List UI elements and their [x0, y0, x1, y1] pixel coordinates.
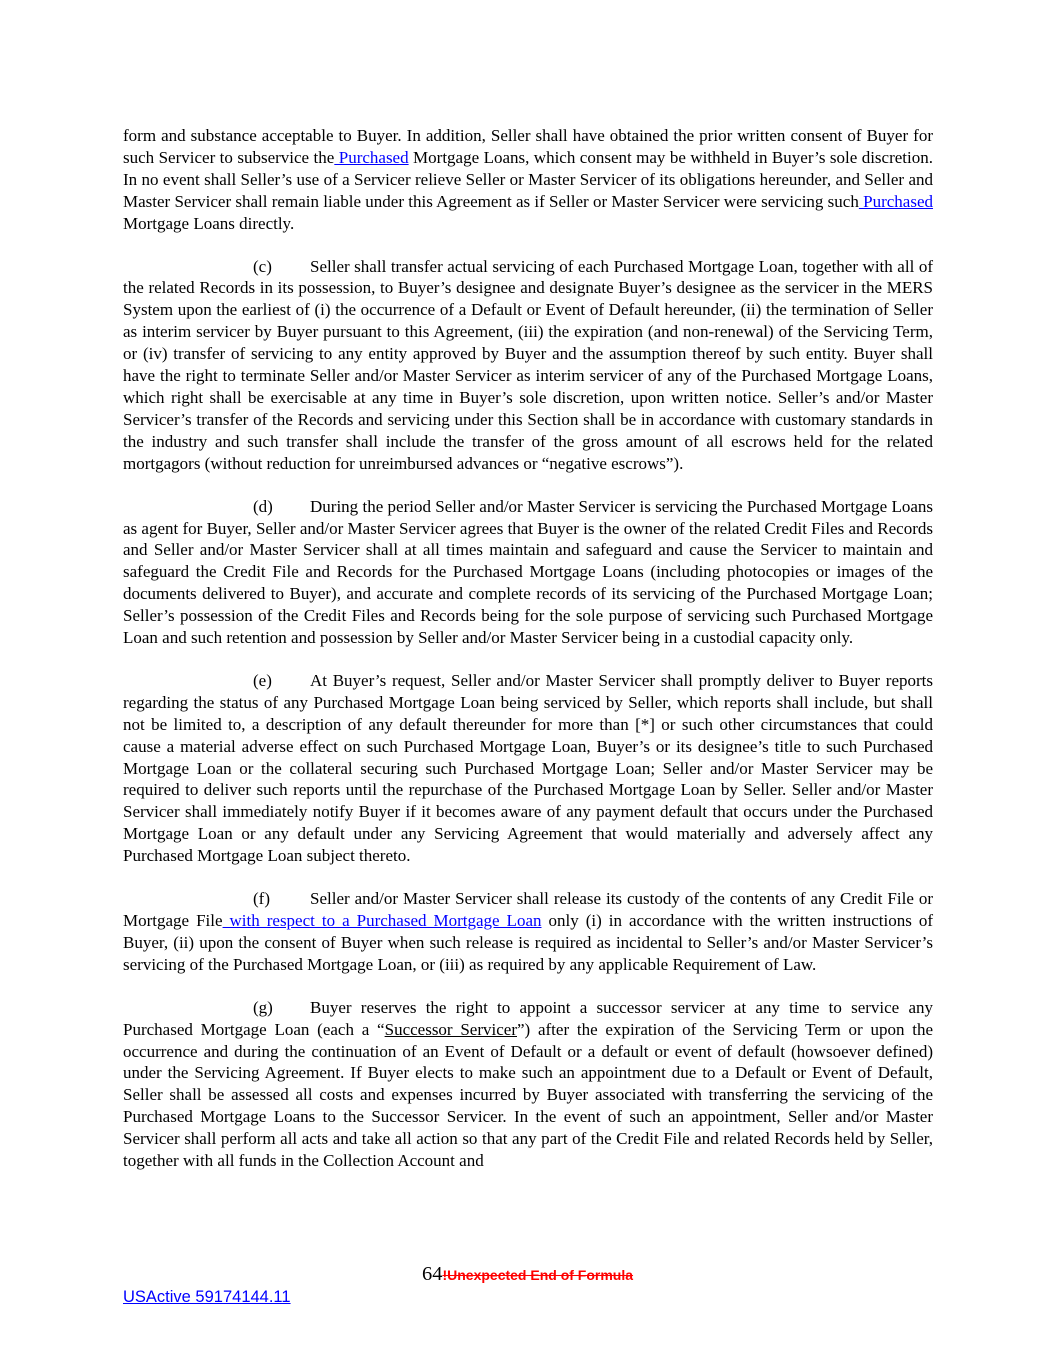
document-body — [123, 125, 933, 1193]
paragraph — [123, 670, 933, 867]
paragraph-label: (f) — [253, 889, 270, 909]
paragraph-label: (d) — [253, 496, 273, 516]
text-run: Seller and/or Master Servicer shall release its custody of the contents of any Credit File or Mortgage File — [123, 889, 933, 930]
text-run: ”) after the expiration of the Servicing Term or upon the occurrence and during the continuation of an Event of Default or a default or event of default (howsoever defined) under the Servicing Agreement. If Buyer elects to make such an appointment due to a Default or Event of Default, Seller shall be assessed all costs and expenses incurred by Buyer associated with transferring the servicing of the Purchased Mortgage Loans to the Successor Servicer. In the event of such an appointment, Seller and/or Master Servicer shall perform all acts and take all action so that any part of the Credit File and related Records held by Seller, together with all funds in the Collection Account and — [123, 1019, 934, 1171]
text-run: At Buyer’s request, Seller and/or Master Servicer shall promptly deliver to Buyer reports regarding the status of any Purchased Mortgage Loan being serviced by Seller, which reports shall include, but shall not be limited to, a description of any default thereunder for more than [*] or such other circumstances that could cause a material adverse effect on such Purchased Mortgage Loan, Buyer’s or its designee’s title to such Purchased Mortgage Loan or the collateral securing such Purchased Mortgage Loan; Seller and/or Master Servicer may be required to deliver such reports until the repurchase of the Purchased Mortgage Loan by Seller. Seller and/or Master Servicer shall immediately notify Buyer if it becomes aware of any payment default that occurs under the Purchased Mortgage Loan or any default under any Servicing Agreement that would materially and adversely affect any Purchased Mortgage Loan subject thereto. — [123, 670, 933, 866]
text-run: form and substance acceptable to Buyer. In addition, Seller shall have obtained the prior written consent of Buyer for such Servicer to subservice the — [123, 126, 933, 167]
inserted-text: Purchased — [858, 191, 934, 211]
inserted-text: with respect to a Purchased Mortgage Loan — [222, 911, 542, 930]
paragraph-label: (e) — [253, 670, 272, 690]
paragraph — [123, 888, 933, 976]
paragraph — [123, 125, 933, 235]
formula-error-text: !Unexpected End of Formula — [442, 1267, 634, 1283]
document-id: USActive 59174144.11 — [123, 1288, 291, 1306]
text-run: Seller shall transfer actual servicing of each Purchased Mortgage Loan, together with all of the related Records in its possession, to Buyer’s designee and designate Buyer’s designee as the servicer in the MERS System upon the earliest of (i) the occurrence of a Default or Event of Default hereunder, (ii) the termination of Seller as interim servicer by Buyer pursuant to this Agreement, (iii) the expiration (and non-renewal) of the Servicing Term, or (iv) transfer of servicing to any entity approved by Buyer and the assumption thereof by such entity. Buyer shall have the right to terminate Seller and/or Master Servicer as interim servicer of any of the Purchased Mortgage Loans, which right shall be exercisable at any time in Buyer’s sole discretion, upon written notice. Seller’s and/or Master Servicer’s transfer of the Records and servicing under this Section shall be in accordance with customary standards in the industry and such transfer shall include the transfer of the gross amount of all escrows held for the related mortgagors (without reduction for unreimbursed advances or “negative escrows”). — [123, 256, 933, 473]
paragraph-label: (g) — [253, 997, 273, 1017]
page-footer — [0, 1263, 1055, 1286]
text-run: During the period Seller and/or Master Servicer is servicing the Purchased Mortgage Loans as agent for Buyer, Seller and/or Master Servicer agrees that Buyer is the owner of the related Credit Files and Records and Seller and/or Master Servicer shall at all times maintain and safeguard and cause the Servicer to maintain and safeguard the Credit File and Records for the Purchased Mortgage Loans (including photocopies or images of the documents delivered to Buyer), and accurate and complete records of its servicing of the Purchased Mortgage Loan; Seller’s possession of the Credit Files and Records being for the sole purpose of servicing such Purchased Mortgage Loan and such retention and possession by Seller and/or Master Servicer being in a custodial capacity only. — [123, 496, 933, 648]
text-run: only (i) in accordance with the written instructions of Buyer, (ii) upon the consent of Buyer when such release is required as incidental to Seller’s and/or Master Servicer’s servicing of the Purchased Mortgage Loan, or (iii) as required by any applicable Requirement of Law. — [123, 911, 933, 974]
defined-term: Successor Servicer — [384, 1019, 517, 1039]
text-run: Mortgage Loans directly. — [123, 213, 295, 233]
paragraph-label: (c) — [253, 256, 272, 276]
paragraph — [123, 997, 933, 1172]
text-run: Mortgage Loans, which consent may be withheld in Buyer’s sole discretion. In no event shall Seller’s use of a Servicer relieve Seller or Master Servicer of its obligations hereunder, and Seller and Master Servicer shall remain liable under this Agreement as if Seller or Master Servicer were servicing such — [123, 147, 933, 211]
paragraph — [123, 496, 933, 649]
inserted-text: Purchased — [334, 147, 409, 167]
text-run: Buyer reserves the right to appoint a successor servicer at any time to service any Purchased Mortgage Loan (each a “ — [123, 997, 933, 1039]
paragraph — [123, 256, 933, 475]
page-number: 64 — [421, 1263, 443, 1285]
